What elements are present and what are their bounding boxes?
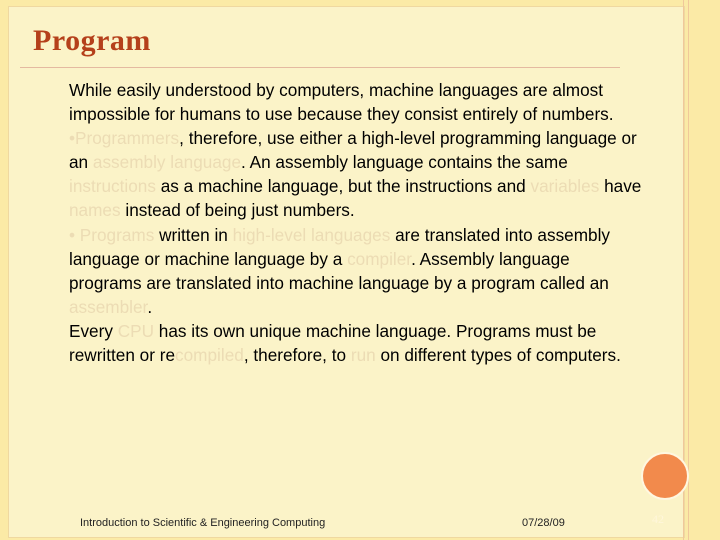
text-segment: , therefore, to bbox=[243, 345, 351, 366]
text-segment: Every bbox=[69, 320, 118, 341]
paragraph-cpu bbox=[69, 319, 644, 367]
link-programs[interactable]: Programs bbox=[79, 224, 155, 245]
slide-title: Program bbox=[33, 24, 151, 57]
decorative-circle-icon bbox=[641, 452, 689, 500]
link-compiler[interactable]: compiler bbox=[347, 248, 412, 269]
footer-date: 07/28/09 bbox=[522, 517, 565, 529]
link-programmers[interactable]: Programmers bbox=[75, 128, 180, 149]
text-segment: . An assembly language contains the same bbox=[241, 152, 568, 173]
text-segment: are translated into assembly language or machine language by a bbox=[69, 224, 611, 269]
link-assembly-language[interactable]: assembly language bbox=[92, 152, 242, 173]
link-assembler[interactable]: assembler bbox=[69, 296, 148, 317]
slide-border-rail bbox=[683, 0, 689, 540]
slide-body bbox=[69, 78, 644, 367]
text-segment: has its own unique machine language. Programs must be rewritten or re bbox=[69, 320, 597, 366]
text-segment: on different types of computers. bbox=[375, 345, 621, 366]
text-segment: instead of being just numbers. bbox=[120, 200, 355, 221]
bullet-icon: • bbox=[69, 224, 80, 245]
text-segment: . bbox=[147, 296, 153, 317]
text-segment: have bbox=[599, 176, 642, 197]
bullet-icon: • bbox=[69, 128, 76, 149]
footer-course-title: Introduction to Scientific & Engineering Computing bbox=[80, 517, 326, 529]
link-instructions[interactable]: instructions bbox=[69, 176, 156, 197]
title-divider bbox=[20, 67, 620, 68]
text-segment: written in bbox=[154, 224, 233, 245]
paragraph-machine-language: While easily understood by computers, machine languages are almost impossible for humans to use because they consist entirely of numbers. bbox=[69, 80, 614, 125]
link-run[interactable]: run bbox=[350, 345, 376, 366]
link-variables[interactable]: variables bbox=[530, 176, 600, 197]
text-segment: , therefore, use either a high-level programming language or an bbox=[69, 128, 637, 173]
link-compiled[interactable]: compiled bbox=[175, 345, 244, 366]
paragraph-programmers bbox=[69, 126, 644, 222]
text-segment: . Assembly language programs are translated into machine language by a program called an bbox=[69, 248, 609, 293]
slide-number: 42 bbox=[652, 512, 664, 526]
link-cpu[interactable]: CPU bbox=[117, 320, 155, 341]
link-high-level-languages[interactable]: high-level languages bbox=[232, 224, 391, 245]
text-segment: as a machine language, but the instructions and bbox=[155, 176, 531, 197]
link-names[interactable]: names bbox=[69, 200, 121, 221]
paragraph-programs bbox=[69, 223, 644, 319]
